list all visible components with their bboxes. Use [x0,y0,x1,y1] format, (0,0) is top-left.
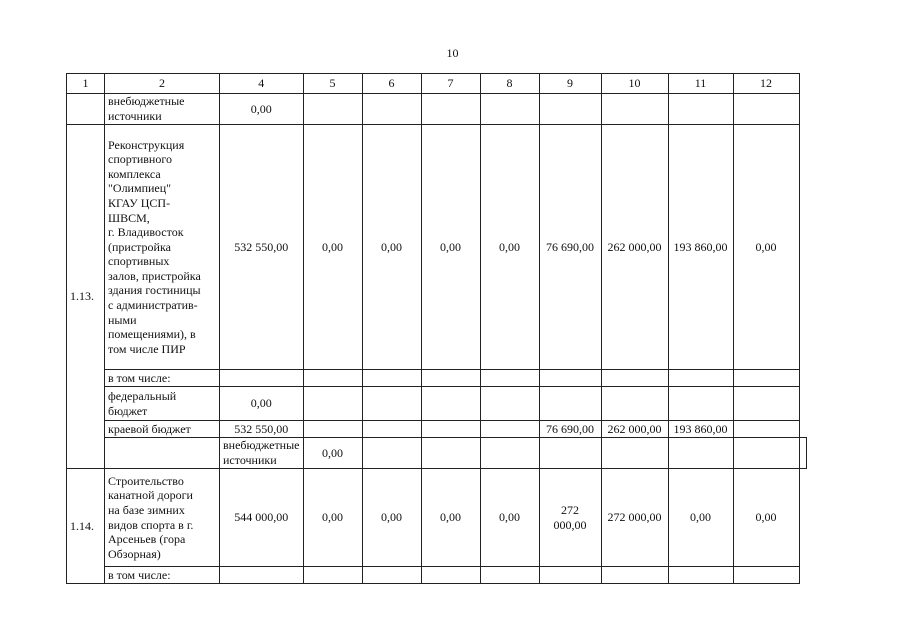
cell-col5 [303,421,362,438]
cell-col10: 262 000,00 [601,421,668,438]
header-cell: 7 [421,74,480,94]
cell-col5: 0,00 [303,469,362,567]
row-name: в том числе: [105,567,220,584]
cell-col5 [303,94,362,125]
header-cell: 6 [362,74,421,94]
cell-col6 [362,421,421,438]
cell-col4: 0,00 [303,438,362,469]
row-name: внебюджетные источники [105,94,220,125]
table-row [67,567,807,584]
cell-col11 [733,438,799,469]
cell-col9 [539,370,601,387]
cell-col12 [733,421,799,438]
cell-col11: 193 860,00 [668,421,733,438]
row-name: внебюджетные источники [220,438,304,469]
table-row [67,94,807,125]
cell-col11 [668,370,733,387]
cell-col9 [539,387,601,421]
table-row [67,421,807,438]
cell-col9: 272 000,00 [539,469,601,567]
cell-col10: 272 000,00 [601,469,668,567]
cell-col6: 0,00 [362,125,421,370]
header-cell: 4 [220,74,304,94]
cell-col12: 0,00 [733,469,799,567]
cell-col4: 532 550,00 [220,125,304,370]
cell-col6 [362,370,421,387]
cell-col11 [668,567,733,584]
cell-col7 [421,567,480,584]
cell-col12 [733,387,799,421]
row-name: Строительство канатной дороги на базе зимних видов спорта в г. Арсеньев (гора Обзорная) [105,469,220,567]
header-cell: 1 [67,74,105,94]
cell-col9: 76 690,00 [539,421,601,438]
row-name: Реконструкция спортивного комплекса "Олимпиец" КГАУ ЦСП- ШВСМ, г. Владивосток (пристройка спортивных залов, пристройка здания гостиницы с административ- ными помещениями), в том числе ПИР [105,125,220,370]
header-cell: 2 [105,74,220,94]
row-index: 1.13. [67,125,105,469]
cell-col4 [220,370,304,387]
cell-col8 [480,370,539,387]
cell-col8: 0,00 [480,125,539,370]
row-index [105,438,220,469]
cell-col12 [799,438,806,469]
header-cell: 12 [733,74,799,94]
cell-col9 [539,94,601,125]
cell-col7: 0,00 [421,125,480,370]
cell-col5 [303,567,362,584]
cell-col7 [421,387,480,421]
cell-col4: 532 550,00 [220,421,304,438]
cell-col6 [362,387,421,421]
cell-col5 [303,387,362,421]
cell-col12 [733,567,799,584]
cell-col9 [539,567,601,584]
cell-col4: 544 000,00 [220,469,304,567]
cell-col9 [601,438,668,469]
cell-col11 [668,94,733,125]
cell-col10 [601,94,668,125]
row-index [67,94,105,125]
header-cell: 9 [539,74,601,94]
cell-col9: 76 690,00 [539,125,601,370]
cell-col5: 0,00 [303,125,362,370]
table-row [67,387,807,421]
budget-table [66,73,807,584]
cell-col10 [601,567,668,584]
cell-col4 [220,567,304,584]
cell-col7 [480,438,539,469]
cell-col5 [303,370,362,387]
cell-col11: 193 860,00 [668,125,733,370]
table-row [67,438,807,469]
header-row [67,74,807,94]
cell-col5 [362,438,421,469]
header-cell: 8 [480,74,539,94]
cell-col10 [601,370,668,387]
cell-col6: 0,00 [362,469,421,567]
table-row [67,469,807,567]
cell-col7 [421,421,480,438]
row-index: 1.14. [67,469,105,584]
row-name: федеральный бюджет [105,387,220,421]
header-cell: 5 [303,74,362,94]
header-cell: 11 [668,74,733,94]
cell-col11 [668,387,733,421]
page-number: 10 [446,46,459,60]
cell-col4: 0,00 [220,94,304,125]
row-name: краевой бюджет [105,421,220,438]
cell-col8 [480,94,539,125]
table-row [67,370,807,387]
cell-col8 [480,567,539,584]
cell-col12 [733,94,799,125]
cell-col12 [733,370,799,387]
cell-col8 [539,438,601,469]
cell-col8: 0,00 [480,469,539,567]
cell-col6 [421,438,480,469]
cell-col7 [421,370,480,387]
cell-col10 [668,438,733,469]
cell-col6 [362,567,421,584]
header-cell: 10 [601,74,668,94]
cell-col10 [601,387,668,421]
cell-col12: 0,00 [733,125,799,370]
cell-col6 [362,94,421,125]
cell-col7 [421,94,480,125]
cell-col8 [480,421,539,438]
cell-col10: 262 000,00 [601,125,668,370]
cell-col7: 0,00 [421,469,480,567]
table-row [67,125,807,370]
cell-col8 [480,387,539,421]
row-name: в том числе: [105,370,220,387]
cell-col11: 0,00 [668,469,733,567]
cell-col4: 0,00 [220,387,304,421]
